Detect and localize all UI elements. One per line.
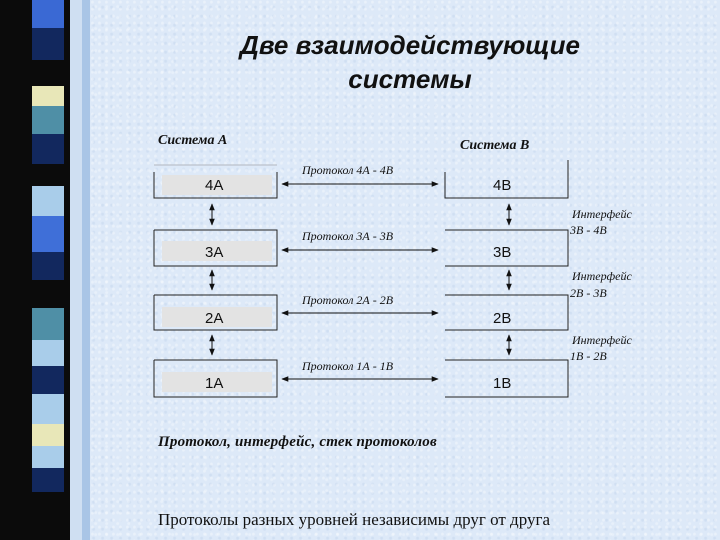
protocol-3-label: Протокол 3А - 3В — [302, 229, 394, 243]
interface-3b-4b-line1: Интерфейс — [572, 207, 632, 221]
system-a-stack — [154, 165, 277, 397]
system-b-label: Система В — [460, 138, 530, 153]
layer-3b-label: 3B — [493, 244, 512, 261]
interface-1b-2b-line1: Интерфейс — [572, 333, 632, 347]
caption-protocol-interface-stack: Протокол, интерфейс, стек протоколов — [158, 434, 437, 450]
layer-2b-label: 2B — [493, 310, 512, 327]
protocol-4-label: Протокол 4А - 4В — [302, 163, 394, 177]
title-line-1: Две взаимодействующие — [240, 30, 580, 60]
layer-4a-label: 4A — [205, 177, 224, 194]
protocol-1-label: Протокол 1А - 1В — [302, 359, 394, 373]
interface-2b-3b-line2: 2В - 3В — [570, 286, 607, 300]
title-line-2: системы — [348, 64, 472, 94]
interface-2b-3b-line1: Интерфейс — [572, 269, 632, 283]
protocol-2-label: Протокол 2А - 2В — [302, 293, 394, 307]
layer-3a-label: 3A — [205, 244, 224, 261]
caption-independent-levels: Протоколы разных уровней независимы друг от друга — [158, 510, 550, 529]
layer-2a-label: 2A — [205, 310, 224, 327]
system-b-stack — [445, 160, 568, 397]
layer-1a-label: 1A — [205, 375, 224, 392]
system-a-label: Система А — [158, 133, 228, 148]
interface-3b-4b-line2: 3В - 4В — [570, 223, 607, 237]
layer-1b-label: 1B — [493, 375, 512, 392]
layer-4b-label: 4B — [493, 177, 512, 194]
interface-1b-2b-line2: 1В - 2В — [570, 349, 607, 363]
